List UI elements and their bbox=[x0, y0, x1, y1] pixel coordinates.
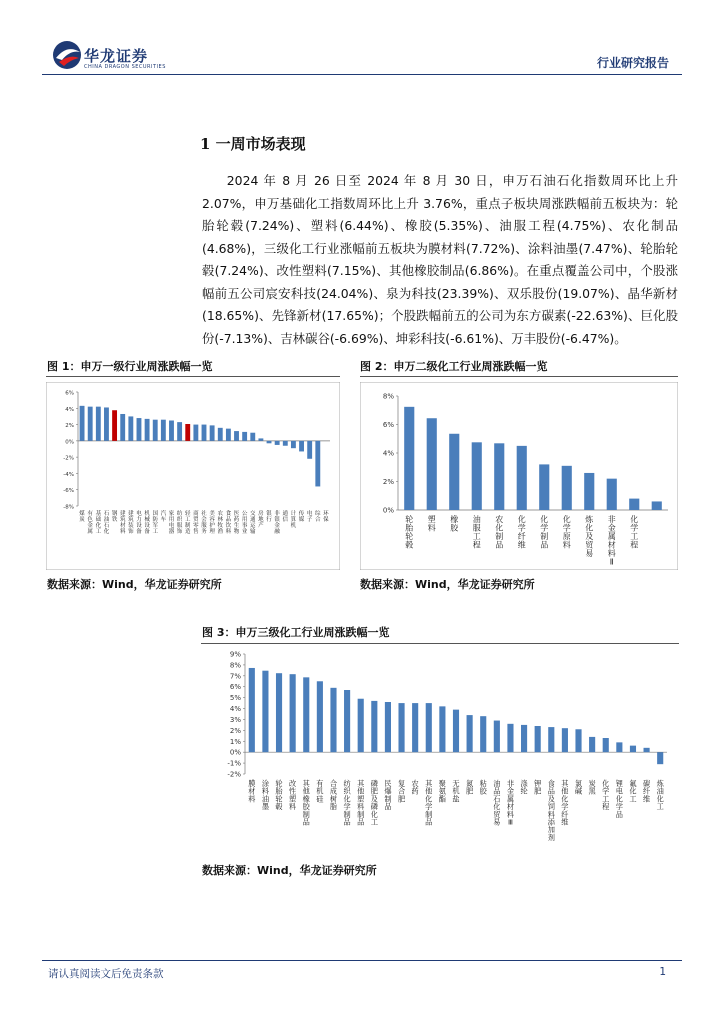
category-label: 商贸零售 bbox=[193, 511, 199, 535]
category-label: 化学制品 bbox=[540, 515, 549, 550]
category-label: 通信 bbox=[282, 511, 289, 523]
category-label: 计算机 bbox=[290, 511, 297, 529]
brand-name: 华龙证券 bbox=[84, 47, 149, 65]
bar bbox=[439, 706, 445, 752]
category-label: 其他塑料制品 bbox=[357, 779, 365, 827]
category-label: 食品饮料 bbox=[225, 511, 232, 535]
y-tick-label: 2% bbox=[229, 726, 241, 735]
bar bbox=[657, 752, 663, 764]
bar bbox=[371, 701, 377, 752]
bar bbox=[548, 727, 554, 752]
y-tick-label: 1% bbox=[229, 737, 241, 746]
category-label: 氟化工 bbox=[629, 779, 637, 804]
y-tick-label: 8% bbox=[229, 661, 241, 670]
bar bbox=[517, 446, 527, 510]
fig1-source: 数据来源：Wind，华龙证券研究所 bbox=[47, 578, 222, 591]
bar bbox=[521, 725, 527, 752]
fig1-caption: 图 1：申万一级行业周涨跌幅一览 bbox=[47, 360, 213, 373]
category-label: 改性塑料 bbox=[289, 779, 297, 812]
y-tick-label: 4% bbox=[65, 406, 74, 413]
y-tick-label: 5% bbox=[229, 694, 241, 703]
category-label: 纺织服饰 bbox=[176, 511, 183, 535]
bar bbox=[494, 721, 500, 753]
section-title: 1 一周市场表现 bbox=[200, 135, 306, 153]
category-label: 美容护理 bbox=[209, 511, 215, 535]
bar bbox=[480, 716, 486, 752]
disclaimer-notice: 请认真阅读文后免责条款 bbox=[48, 968, 164, 980]
y-tick-label: 7% bbox=[229, 672, 241, 681]
category-label: 油品石化贸易 bbox=[493, 779, 501, 827]
y-tick-label: -2% bbox=[227, 770, 241, 779]
bar bbox=[358, 699, 364, 752]
category-label: 交通运输 bbox=[250, 511, 256, 535]
bar bbox=[276, 673, 282, 752]
bar bbox=[603, 738, 609, 752]
category-label: 化学工程 bbox=[630, 515, 639, 550]
category-label: 石油石化 bbox=[103, 511, 110, 535]
bar bbox=[258, 438, 263, 440]
bar bbox=[137, 418, 142, 441]
category-label: 钾肥 bbox=[534, 779, 542, 796]
category-label: 非金属材料 Ⅱ bbox=[607, 515, 616, 567]
bar bbox=[507, 724, 513, 752]
category-label: 综合 bbox=[315, 511, 321, 523]
category-label: 炼油化工 bbox=[656, 779, 664, 812]
category-label: 汽车 bbox=[160, 511, 167, 523]
bar bbox=[234, 431, 239, 441]
y-tick-label: 8% bbox=[382, 392, 394, 401]
category-label: 房地产 bbox=[258, 511, 264, 529]
fig1-caption-rule bbox=[46, 376, 340, 377]
bar bbox=[299, 441, 304, 452]
category-label: 其他化学制品 bbox=[425, 779, 433, 827]
chart3-svg bbox=[201, 648, 679, 856]
category-label: 钢铁 bbox=[111, 511, 118, 523]
category-label: 民爆制品 bbox=[384, 779, 392, 812]
brand-subtitle: CHINA DRAGON SECURITIES bbox=[84, 64, 166, 70]
y-tick-label: -4% bbox=[63, 471, 74, 478]
category-label: 合成树脂 bbox=[329, 779, 338, 812]
category-label: 轻工制造 bbox=[184, 511, 191, 535]
fig3-caption-rule bbox=[201, 643, 679, 644]
category-label: 锂电化学品 bbox=[615, 779, 623, 819]
category-label: 食品及饲料添加剂 bbox=[547, 779, 555, 842]
category-label: 粘胶 bbox=[479, 779, 487, 796]
category-label: 环保 bbox=[323, 511, 329, 523]
category-label: 传媒 bbox=[298, 511, 305, 523]
bar bbox=[177, 422, 182, 441]
bar bbox=[96, 407, 101, 441]
category-label: 建筑装饰 bbox=[128, 511, 134, 535]
bar bbox=[80, 406, 85, 441]
bar bbox=[267, 441, 272, 443]
fig3-source: 数据来源：Wind，华龙证券研究所 bbox=[202, 864, 377, 877]
bar bbox=[120, 414, 125, 441]
y-tick-label: -1% bbox=[227, 759, 241, 768]
category-label: 磷肥及磷化工 bbox=[370, 779, 378, 827]
category-label: 电力设备 bbox=[136, 511, 142, 535]
y-tick-label: 9% bbox=[229, 650, 241, 659]
fig2-caption: 图 2：申万二级化工行业周涨跌幅一览 bbox=[360, 360, 548, 373]
category-label: 油服工程 bbox=[472, 515, 481, 550]
y-tick-label: 2% bbox=[382, 478, 394, 486]
bar bbox=[315, 441, 320, 487]
bar bbox=[218, 428, 223, 441]
bar bbox=[262, 671, 268, 752]
category-label: 橡胶 bbox=[450, 515, 459, 533]
bar bbox=[249, 668, 255, 752]
category-label: 农化制品 bbox=[495, 515, 504, 550]
category-label: 国防军工 bbox=[152, 511, 158, 535]
bar bbox=[535, 726, 541, 752]
category-label: 炭黑 bbox=[588, 779, 596, 796]
bar bbox=[193, 425, 198, 441]
bar bbox=[562, 728, 568, 752]
category-label: 煤炭 bbox=[79, 511, 85, 523]
category-label: 碳纤维 bbox=[642, 779, 651, 804]
bar bbox=[169, 421, 174, 441]
bar bbox=[589, 737, 595, 752]
bar bbox=[629, 499, 639, 510]
category-label: 化学原料 bbox=[562, 515, 571, 550]
fig3-chart bbox=[201, 648, 679, 856]
category-label: 非金属材料 Ⅲ bbox=[506, 779, 515, 827]
category-label: 化学工程 bbox=[602, 779, 610, 812]
bar bbox=[562, 466, 572, 510]
bar bbox=[630, 746, 636, 753]
bar bbox=[303, 677, 309, 752]
category-label: 炼化及贸易 bbox=[585, 515, 594, 558]
bar bbox=[607, 479, 617, 510]
bar bbox=[344, 690, 350, 752]
y-tick-label: 2% bbox=[65, 423, 74, 430]
bar bbox=[426, 703, 432, 752]
category-label: 其他橡胶制品 bbox=[302, 779, 310, 827]
bar bbox=[467, 715, 473, 752]
fig2-source: 数据来源：Wind，华龙证券研究所 bbox=[360, 578, 535, 591]
category-label: 涤纶 bbox=[520, 779, 528, 796]
category-label: 氯碱 bbox=[574, 779, 583, 796]
category-label: 电子 bbox=[306, 511, 313, 523]
bar bbox=[472, 442, 482, 510]
report-type: 行业研究报告 bbox=[596, 56, 669, 70]
fig1-chart bbox=[46, 382, 340, 570]
y-tick-label: 0% bbox=[229, 748, 241, 757]
category-label: 化学纤维 bbox=[517, 515, 526, 550]
bar bbox=[644, 748, 650, 752]
category-label: 氮肥 bbox=[466, 779, 474, 796]
bar bbox=[404, 407, 414, 510]
y-tick-label: -2% bbox=[63, 455, 74, 462]
bar bbox=[616, 742, 622, 752]
bar bbox=[427, 418, 437, 510]
y-tick-label: 6% bbox=[382, 421, 394, 429]
fig2-caption-rule bbox=[360, 376, 678, 377]
category-label: 农药 bbox=[411, 779, 419, 796]
y-tick-label: -6% bbox=[63, 488, 74, 495]
y-tick-label: 4% bbox=[382, 449, 394, 458]
bar bbox=[385, 702, 391, 752]
header-divider bbox=[42, 74, 682, 75]
bar bbox=[584, 473, 594, 510]
fig2-chart bbox=[360, 382, 678, 570]
bar bbox=[330, 688, 336, 752]
category-label: 轮胎轮毂 bbox=[405, 515, 414, 550]
bar bbox=[104, 407, 109, 440]
category-label: 家用电器 bbox=[168, 511, 175, 535]
category-label: 有机硅 bbox=[316, 779, 324, 804]
bar bbox=[202, 425, 207, 441]
bar bbox=[112, 410, 117, 441]
category-label: 建筑材料 bbox=[119, 511, 126, 535]
y-tick-label: 4% bbox=[229, 705, 241, 714]
category-label: 机械设备 bbox=[144, 511, 150, 535]
category-label: 塑料 bbox=[427, 515, 436, 533]
category-label: 农林牧渔 bbox=[217, 511, 224, 535]
footer-divider bbox=[42, 960, 682, 961]
bar bbox=[226, 429, 231, 441]
chart1-svg bbox=[46, 382, 340, 570]
y-tick-label: -8% bbox=[63, 504, 74, 511]
fig3-caption: 图 3：申万三级化工行业周涨跌幅一览 bbox=[202, 626, 390, 639]
category-label: 涂料油墨 bbox=[261, 779, 270, 812]
y-tick-label: 6% bbox=[65, 390, 74, 397]
category-label: 基础化工 bbox=[95, 511, 102, 535]
category-label: 聚氨酯 bbox=[438, 779, 446, 804]
bar bbox=[539, 464, 549, 510]
bar bbox=[412, 703, 418, 752]
bar bbox=[210, 425, 215, 440]
category-label: 非银金融 bbox=[274, 511, 280, 535]
y-tick-label: 6% bbox=[229, 683, 241, 692]
category-label: 无机盐 bbox=[452, 779, 460, 804]
market-summary-paragraph: 2024 年 8 月 26 日至 2024 年 8 月 30 日，申万石油石化指数周环比上升 2.07%，申万基础化工指数周环比上升 3.76%，重点子板块周涨跌幅前五板块为：轮胎轮毂(7.24%)、塑料(6.44%)、橡胶(5.35%)、油服工程(4.75%)、农化制品(4.68%)，三级化工行业涨幅前五板块为膜材料(7.72%)、涂料油墨(7.47%)、轮胎轮毂(7.24%)、改性塑料(7.15%)、其他橡胶制品(6.86%)。在重点覆盖公司中，个股涨幅前五公司宸安科技(24.04%)、泉为科技(23.39%)、双乐股份(19.07%)、晶华新材(18.65%)、先锋新材(17.65%)；个股跌幅前五的公司为东方碳素(-22.63%)、巨化股份(-7.13%)、吉林碳谷(-6.69%)、坤彩科技(-6.61%)、万丰股份(-6.47%)。 bbox=[202, 173, 678, 346]
bar bbox=[153, 420, 158, 441]
category-label: 其他化学纤维 bbox=[561, 779, 569, 827]
bar bbox=[242, 432, 247, 441]
category-label: 有色金属 bbox=[87, 511, 93, 535]
bar bbox=[161, 420, 166, 441]
category-label: 轮胎轮毂 bbox=[275, 779, 283, 812]
category-label: 膜材料 bbox=[248, 779, 256, 804]
bar bbox=[398, 703, 404, 752]
bar bbox=[290, 674, 296, 752]
y-tick-label: 3% bbox=[229, 715, 241, 724]
bar bbox=[307, 441, 312, 459]
category-label: 社会服务 bbox=[201, 511, 207, 535]
bar bbox=[291, 441, 296, 448]
bar bbox=[494, 443, 504, 510]
bar bbox=[317, 681, 323, 752]
bar bbox=[283, 441, 288, 446]
bar bbox=[88, 407, 93, 441]
category-label: 医药生物 bbox=[233, 511, 240, 535]
bar bbox=[575, 729, 581, 752]
bar bbox=[250, 433, 255, 441]
page-number: 1 bbox=[659, 966, 666, 978]
bar bbox=[449, 434, 459, 510]
chart2-svg bbox=[360, 382, 678, 570]
category-label: 纺织化学制品 bbox=[343, 779, 351, 827]
bar bbox=[652, 501, 662, 510]
bar bbox=[275, 441, 280, 445]
category-label: 复合肥 bbox=[397, 779, 406, 804]
bar bbox=[185, 424, 190, 441]
bar bbox=[128, 416, 133, 440]
category-label: 公用事业 bbox=[241, 511, 248, 535]
y-tick-label: 0% bbox=[382, 506, 394, 515]
category-label: 银行 bbox=[266, 511, 272, 523]
y-tick-label: 0% bbox=[65, 439, 74, 446]
bar bbox=[145, 419, 150, 441]
bar bbox=[453, 710, 459, 753]
